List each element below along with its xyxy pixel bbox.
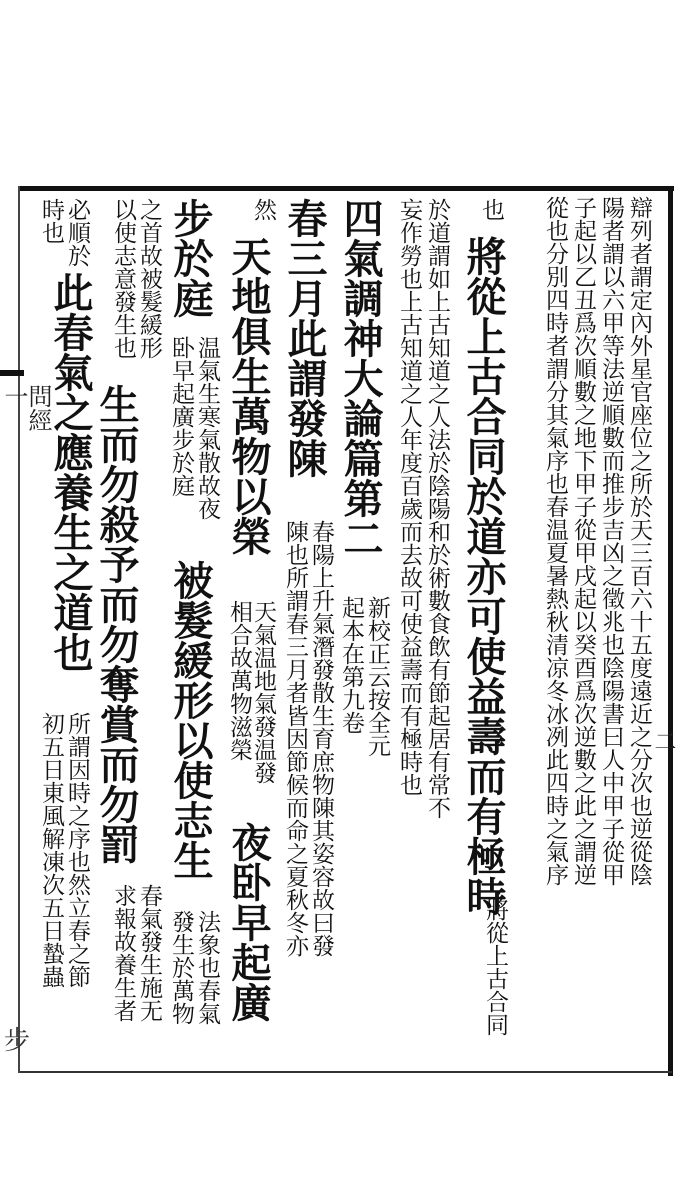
main-text-column: 天地俱生萬物以榮: [225, 236, 272, 556]
annotation-column: 初五日東風解凍次五日蟄蟲: [38, 712, 64, 988]
text-column: 從也分別四時者謂分其氣序也春温夏暑熱秋清凉冬冰冽此四時之氣序: [542, 196, 568, 886]
frame-bottom-border: [18, 1071, 672, 1073]
annotation-column: 然: [250, 198, 276, 221]
main-text-column: 生而勿殺予而勿奪賞而勿罰: [93, 384, 140, 864]
frame-top-border: [18, 186, 674, 191]
annotation-column: 春氣發生施无: [136, 884, 162, 1022]
edge-mark: 步: [4, 1026, 31, 1056]
annotation-column: 以使志意發生也: [110, 198, 136, 359]
annotation-column: 之首故被髮緩形: [136, 198, 162, 359]
folio-number: 二: [651, 730, 676, 752]
annotation-column: 起本在第九卷: [338, 596, 364, 734]
chapter-title: 四氣調神大論篇第二: [337, 198, 384, 558]
annotation-column: 新校正云按全元: [364, 596, 390, 757]
annotation-column: 所謂因時之序也然立春之節: [64, 712, 90, 988]
annotation-column: 必順於: [64, 198, 90, 267]
annotation-column: 卧早起廣步於庭: [168, 336, 194, 497]
annotation-column: 温氣生寒氣散故夜: [194, 336, 220, 520]
annotation-column: 天氣温地氣發温發: [250, 600, 276, 784]
annotation-column: 時也: [38, 198, 64, 244]
frame-right-border: [668, 186, 673, 1076]
annotation-column: 陳也所謂春三月者皆因節候而命之夏秋冬亦: [282, 520, 308, 957]
main-text-column: 將從上古合同於道亦可使益壽而有極時: [460, 236, 507, 916]
annotation-column: 法象也春氣: [194, 910, 220, 1025]
main-text-column: 步於庭: [167, 198, 214, 318]
main-text-column: 夜卧早起廣: [225, 822, 272, 1022]
gutter-text: 問經一: [0, 384, 52, 432]
annotation-column: 於道謂如上古知道之人法於陰陽和於術數食飲有節起居有常不: [424, 198, 450, 819]
text-column: 陽者謂以六甲等法逆順數而推步吉凶之徵兆也陰陽書曰人中甲子從甲: [598, 196, 624, 886]
main-text-column: 被髮緩形以使志生: [167, 560, 214, 880]
annotation-column: 相合故萬物滋榮: [226, 600, 252, 761]
text-column: 辯列者謂定內外星官座位之所於天三百六十五度遠近之分次也逆從陰: [626, 196, 652, 886]
main-text-column: 春三月此謂發陳: [281, 198, 328, 478]
text-column: 也: [478, 198, 504, 221]
annotation-column: 發生於萬物: [168, 910, 194, 1025]
annotation-column: 將從上古合同: [482, 898, 508, 1036]
gutter-label: [0, 370, 52, 450]
annotation-column: 妄作勞也上古知道之人年度百歲而去故可使益壽而有極時也: [396, 198, 422, 796]
text-column: 子起以乙丑爲次順數之地下甲子從甲戌起以癸酉爲次逆數之此之謂逆: [570, 196, 596, 886]
annotation-column: 求報故養生者: [110, 884, 136, 1022]
frame-left-border: [18, 186, 20, 1073]
main-text-column: 此春氣之應養生之道也: [47, 272, 94, 672]
annotation-column: 春陽上升氣潛發散生育庶物陳其姿容故曰發: [308, 520, 334, 957]
gutter-bar: [0, 370, 24, 376]
